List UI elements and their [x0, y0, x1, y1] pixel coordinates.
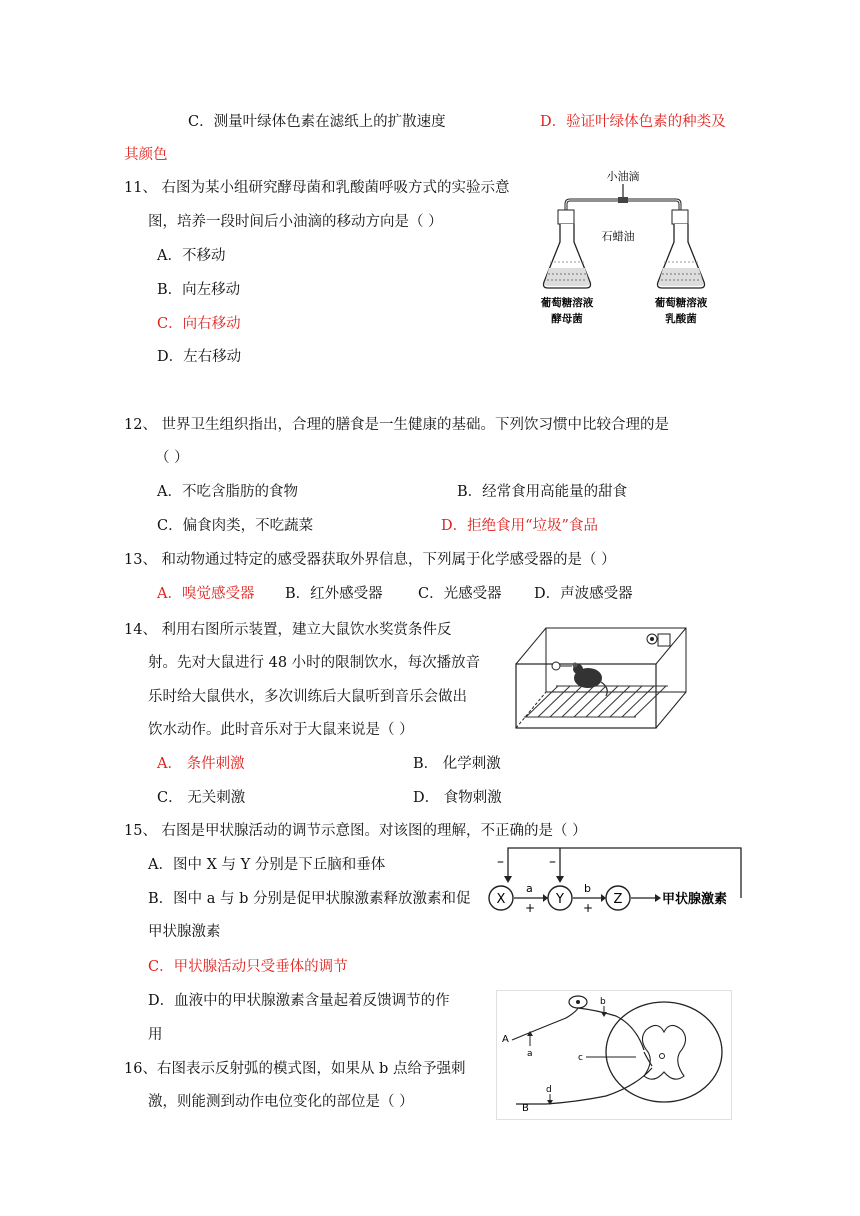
q12-option-c: C．偏食肉类，不吃蔬菜: [157, 518, 314, 534]
fig16-label-c: c: [578, 1053, 583, 1063]
q14-option-a: A． 条件刺激: [157, 756, 245, 772]
fig15-label-b: b: [584, 882, 591, 895]
q12-option-d: D．拒绝食用“垃圾”食品: [441, 518, 598, 534]
q14-rat-box-figure: [512, 624, 692, 734]
q10-option-d: D．验证叶绿体色素的种类及: [540, 114, 726, 130]
q10-option-d-cont: 其颜色: [124, 147, 168, 163]
q16-reflex-arc-figure: [496, 990, 732, 1120]
q15-stem: 15、 右图是甲状腺活动的调节示意图。对该图的理解，不正确的是（ ）: [124, 823, 587, 839]
q11-option-b: B．向左移动: [157, 282, 241, 298]
q11-stem: 11、 右图为某小组研究酵母菌和乳酸菌呼吸方式的实验示意: [124, 180, 510, 196]
q15-option-d-cont: 用: [148, 1027, 163, 1043]
q14-stem: 14、 利用右图所示装置，建立大鼠饮水奖赏条件反: [124, 622, 452, 638]
fig15-node-x: X: [496, 892, 506, 907]
q13-option-b: B．红外感受器: [285, 586, 383, 602]
q14-option-b: B． 化学刺激: [413, 756, 501, 772]
q10-option-c: C．测量叶绿体色素在滤纸上的扩散速度: [188, 114, 446, 130]
q15-option-b-cont: 甲状腺激素: [148, 924, 221, 940]
q13-stem: 13、 和动物通过特定的感受器获取外界信息，下列属于化学感受器的是（ ）: [124, 552, 616, 568]
q13-option-d: D．声波感受器: [534, 586, 633, 602]
fig11-left-flask-label-2: 酵母菌: [551, 313, 583, 325]
fig16-label-d: d: [546, 1085, 552, 1095]
q14-option-c: C． 无关刺激: [157, 790, 246, 806]
q11-option-a: A．不移动: [157, 248, 226, 264]
fig11-oil-drop-label: 小油滴: [606, 170, 640, 183]
q11-option-d: D．左右移动: [157, 349, 242, 365]
fig11-right-flask-label-1: 葡萄糖溶液: [654, 297, 708, 309]
q12-stem: 12、 世界卫生组织指出，合理的膳食是一生健康的基础。下列饮习惯中比较合理的是: [124, 417, 670, 433]
q11-stem-cont: 图，培养一段时间后小油滴的移动方向是（ ）: [148, 214, 443, 230]
fig15-plus-2: +: [583, 901, 594, 915]
fig16-label-a: a: [527, 1049, 533, 1059]
q11-flask-figure: [538, 164, 718, 334]
q15-thyroid-regulation-figure: [484, 842, 744, 922]
q13-option-c: C．光感受器: [418, 586, 502, 602]
q14-stem-cont-1: 射。先对大鼠进行 48 小时的限制饮水，每次播放音: [148, 655, 481, 671]
fig15-minus-1: –: [497, 854, 504, 870]
q16-stem: 16、右图表示反射弧的模式图，如果从 b 点给予强刺: [124, 1061, 466, 1077]
q12-option-b: B．经常食用高能量的甜食: [457, 484, 628, 500]
fig11-right-flask-label-2: 乳酸菌: [665, 313, 697, 325]
q14-stem-cont-3: 饮水动作。此时音乐对于大鼠来说是（ ）: [148, 722, 414, 738]
q12-stem-cont: （ ）: [155, 450, 189, 466]
fig16-label-b: b: [600, 997, 606, 1007]
fig15-node-y: Y: [556, 892, 564, 907]
fig15-thyroid-hormone-label: 甲状腺激素: [662, 892, 728, 907]
q13-option-a: A．嗅觉感受器: [157, 586, 255, 602]
fig15-node-z: Z: [613, 892, 623, 907]
q14-stem-cont-2: 乐时给大鼠供水，多次训练后大鼠听到音乐会做出: [148, 689, 467, 705]
q11-option-c: C．向右移动: [157, 316, 241, 332]
fig16-label-A: A: [502, 1034, 509, 1045]
q16-stem-cont: 激，则能测到动作电位变化的部位是（ ）: [148, 1094, 414, 1110]
q15-option-b: B．图中 a 与 b 分别是促甲状腺激素释放激素和促: [148, 891, 471, 907]
fig16-label-B: B: [522, 1103, 529, 1114]
q15-option-c: C．甲状腺活动只受垂体的调节: [148, 959, 348, 975]
fig11-paraffin-label: 石蜡油: [601, 230, 635, 243]
q15-option-d: D．血液中的甲状腺激素含量起着反馈调节的作: [148, 993, 450, 1009]
fig15-minus-2: –: [549, 854, 556, 870]
q12-option-a: A．不吃含脂肪的食物: [157, 484, 298, 500]
fig15-plus-1: +: [525, 901, 536, 915]
fig11-left-flask-label-1: 葡萄糖溶液: [540, 297, 594, 309]
q15-option-a: A．图中 X 与 Y 分别是下丘脑和垂体: [148, 857, 386, 873]
q14-option-d: D． 食物刺激: [413, 790, 502, 806]
fig15-label-a: a: [526, 882, 533, 895]
